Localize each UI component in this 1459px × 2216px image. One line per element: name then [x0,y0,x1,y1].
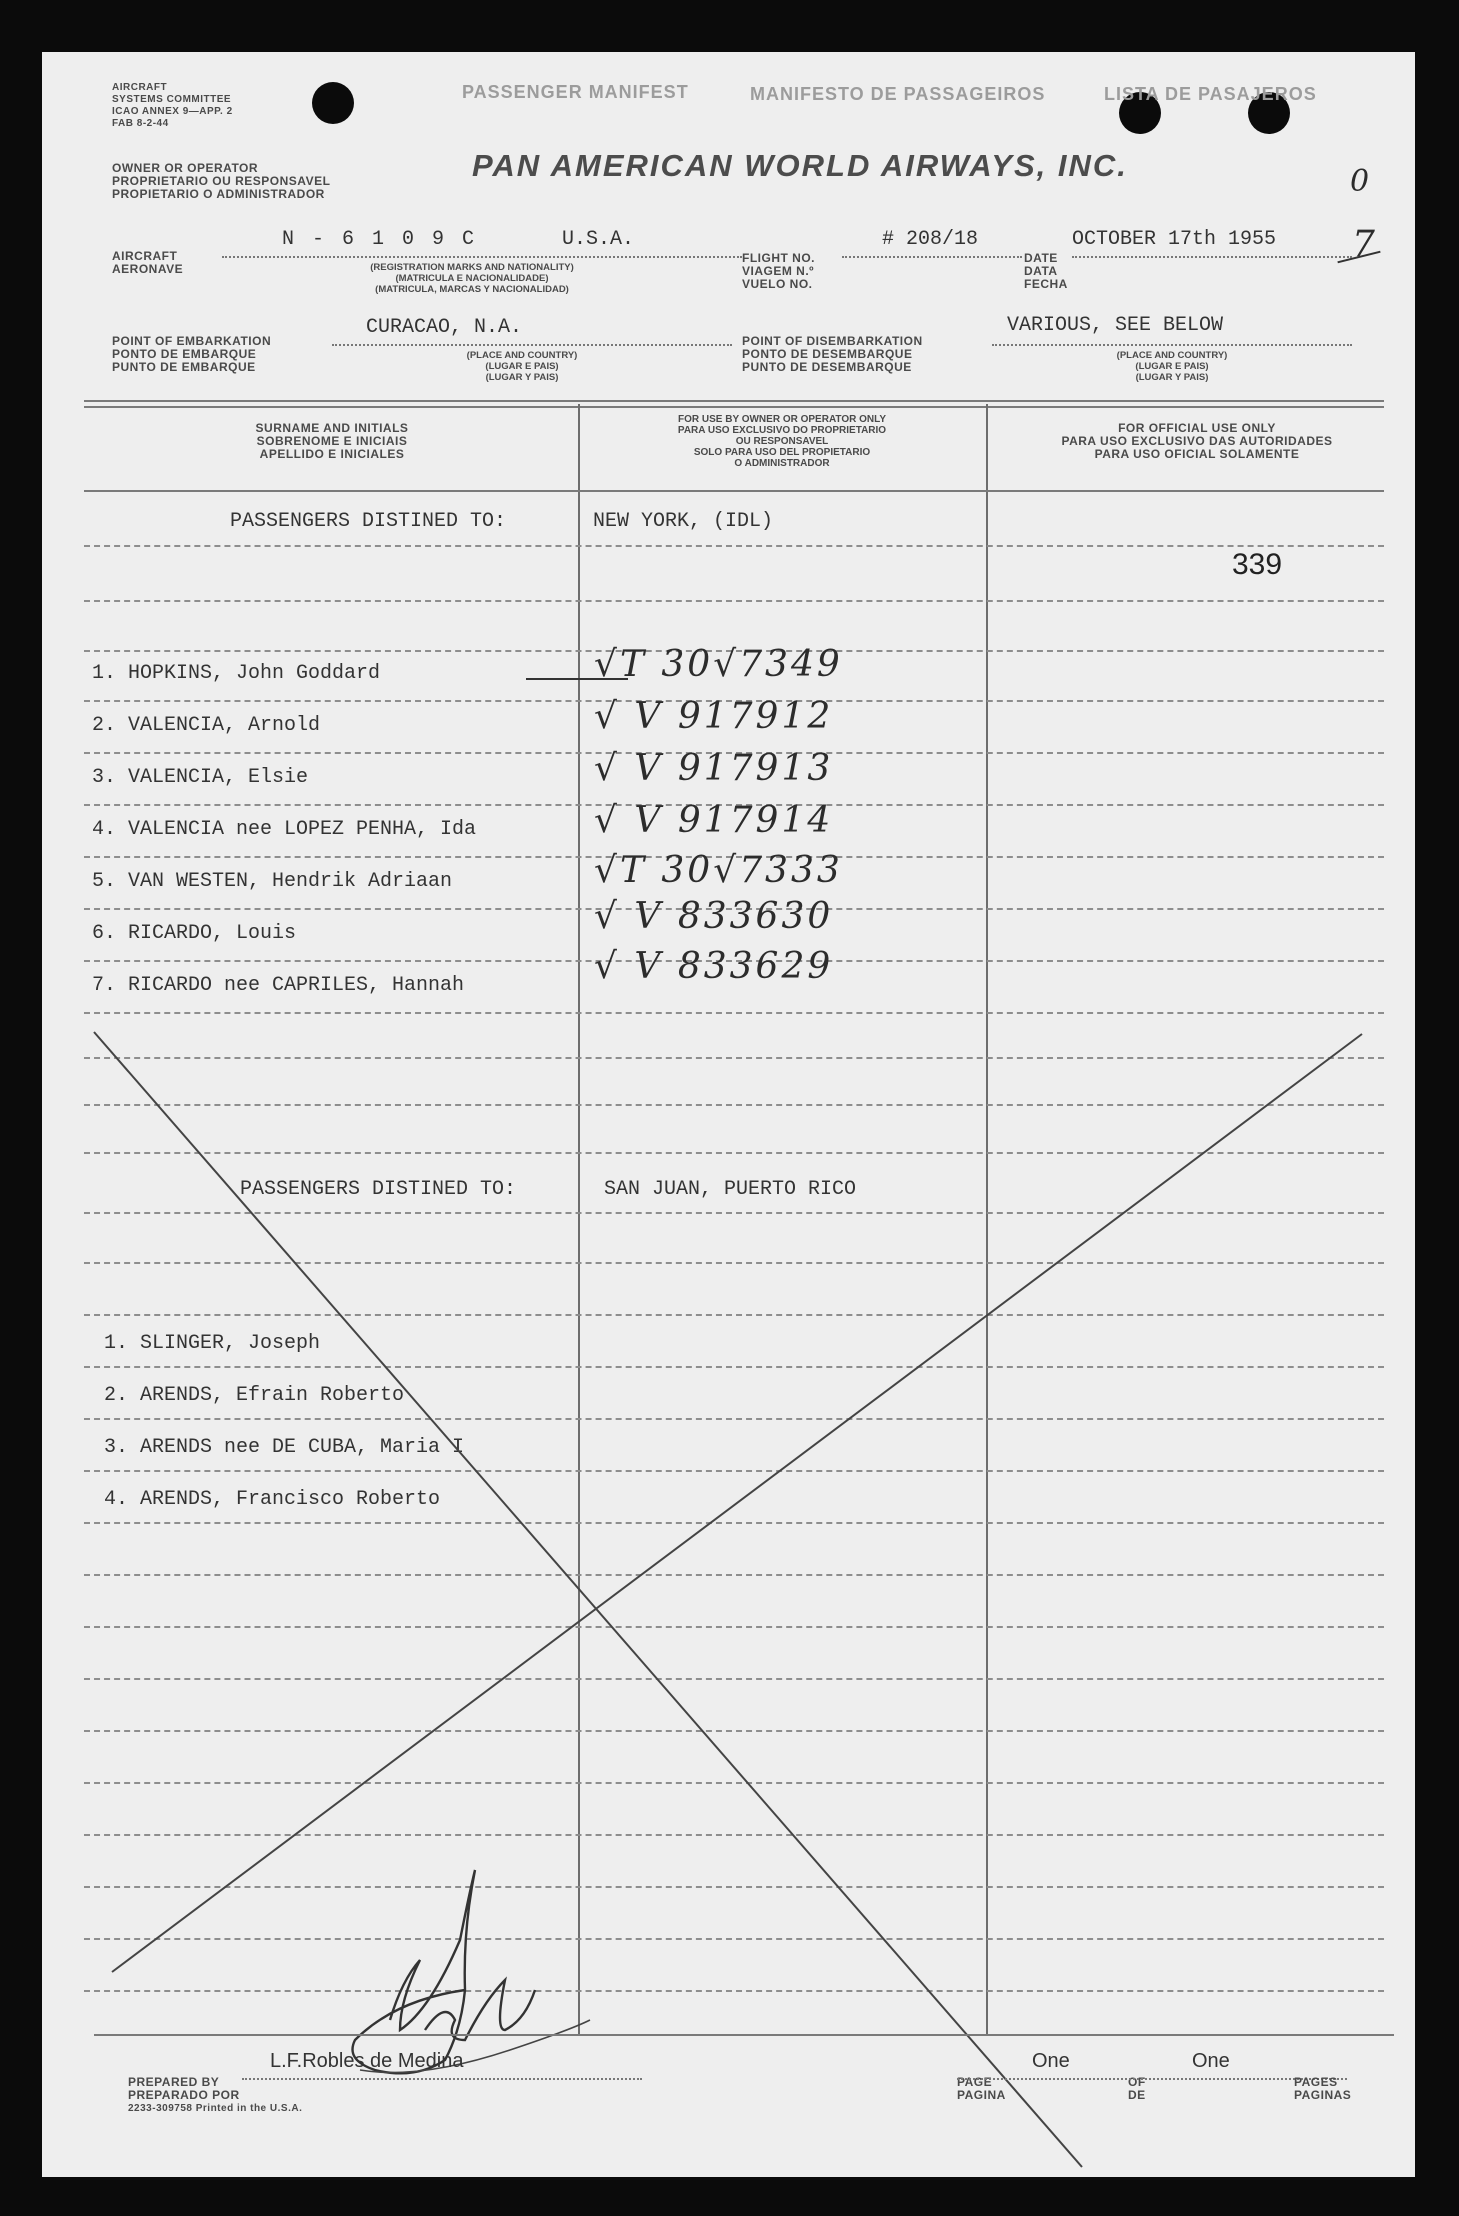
passenger-name: 7. RICARDO nee CAPRILES, Hannah [92,974,465,997]
column-header-line: FOR OFFICIAL USE ONLY [1118,421,1276,435]
handwritten-ticket-number: √ V 833629 [594,946,834,987]
pages-label [1294,2076,1351,2102]
disembarkation-place: VARIOUS, SEE BELOW [1007,314,1224,337]
column-header-line: SURNAME AND INITIALS [255,421,409,435]
embarkation-sublabel-line: (LUGAR Y PAIS) [485,372,559,383]
prepared-by-name: L.F.Robles de Medina [270,2050,464,2072]
handwritten-ticket-number: √T 30√7349 [594,644,843,685]
footer-rule [94,2034,1394,2036]
date-label-pt: DATA [1024,264,1058,278]
pages-line [957,2078,1347,2080]
passenger-name: 3. VALENCIA, Elsie [92,766,309,789]
flight-number: # 208/18 [882,228,979,251]
date-label-en: DATE [1024,251,1058,265]
disembarkation-label-es: PUNTO DE DESEMBARQUE [742,360,912,374]
column-header-line: PARA USO EXCLUSIVO DO PROPRIETARIO [677,425,887,436]
owner-label-en: OWNER OR OPERATOR [112,161,259,175]
prepared-by-label-pt: PREPARADO POR [128,2088,240,2102]
aircraft-nationality: U.S.A. [562,228,635,251]
manifest-sheet [42,52,1415,2177]
passenger-name: 5. VAN WESTEN, Hendrik Adriaan [92,870,453,893]
disembarkation-sublabel-line: (PLACE AND COUNTRY) [1116,350,1228,361]
embarkation-sublabel-line: (PLACE AND COUNTRY) [466,350,578,361]
page-number: One [1032,2050,1070,2072]
date-label-es: FECHA [1024,277,1068,291]
column-header-line: APELLIDO E INICIALES [259,447,405,461]
prepared-by-line [242,2078,642,2080]
regulation-line: SYSTEMS COMMITTEE [112,94,232,105]
group1-destination: NEW YORK, (IDL) [593,510,774,533]
disembarkation-sublabel-line: (LUGAR E PAIS) [1135,361,1209,372]
passenger-name: 6. RICARDO, Louis [92,922,297,945]
prepared-by-label [128,2076,240,2102]
corner-mark-top: 0 [1350,164,1373,199]
form-title-en: PASSENGER MANIFEST [462,82,689,102]
column-header-line: PARA USO EXCLUSIVO DAS AUTORIDADES [1061,434,1333,448]
crossout-and-signature [42,52,1415,2177]
page-label-en: PAGE [957,2075,993,2089]
handwritten-ticket-number: √T 30√7333 [594,850,843,891]
signature-stroke [353,1870,536,2073]
embarkation-label-pt: PONTO DE EMBARQUE [112,347,257,361]
regulation-line: AIRCRAFT [112,82,168,93]
passenger-name: 1. SLINGER, Joseph [104,1332,321,1355]
crossout-line [112,1034,1362,1972]
flight-date: OCTOBER 17th 1955 [1072,228,1277,251]
group1-label: PASSENGERS DISTINED TO: [230,510,507,533]
of-label-pt: DE [1128,2088,1146,2102]
handwritten-ticket-number: √ V 917914 [594,800,834,841]
column-header-line: FOR USE BY OWNER OR OPERATOR ONLY [678,414,886,425]
passenger-name: 2. VALENCIA, Arnold [92,714,321,737]
company-name: PAN AMERICAN WORLD AIRWAYS, INC. [472,148,1128,183]
passenger-name: 2. ARENDS, Efrain Roberto [104,1384,405,1407]
embarkation-label-es: PUNTO DE EMBARQUE [112,360,256,374]
aircraft-sublabel-line: (MATRICULA, MARCAS Y NACIONALIDAD) [375,284,569,295]
passenger-name: 3. ARENDS nee DE CUBA, Maria I [104,1436,465,1459]
aircraft-label-pt: AERONAVE [112,262,184,276]
passenger-name: 4. VALENCIA nee LOPEZ PENHA, Ida [92,818,477,841]
embarkation-label-en: POINT OF EMBARKATION [112,334,272,348]
owner-label-es: PROPIETARIO O ADMINISTRADOR [112,187,325,201]
pages-label-en: PAGES [1294,2075,1338,2089]
flight-label-pt: VIAGEM N.º [742,264,815,278]
column-header-line: PARA USO OFICIAL SOLAMENTE [1094,447,1300,461]
form-title-es: LISTA DE PASAJEROS [1104,84,1317,104]
column-header-line: OU RESPONSAVEL [735,436,829,447]
disembarkation-sublabel-line: (LUGAR Y PAIS) [1135,372,1209,383]
handwritten-ticket-number: √ V 917913 [594,748,834,789]
aircraft-sublabel-line: (MATRICULA E NACIONALIDADE) [395,273,549,284]
handwritten-ticket-number: √ V 833630 [594,896,834,937]
form-title-pt: MANIFESTO DE PASSAGEIROS [750,84,1046,104]
embarkation-place: CURACAO, N.A. [366,316,523,339]
official-number: 339 [1232,548,1283,581]
flight-label-es: VUELO NO. [742,277,813,291]
group2-label: PASSENGERS DISTINED TO: [240,1178,517,1201]
of-label-en: OF [1128,2075,1146,2089]
total-pages: One [1192,2050,1230,2072]
flight-label-en: FLIGHT NO. [742,251,815,265]
owner-label-pt: PROPRIETARIO OU RESPONSAVEL [112,174,331,188]
crossout-line [94,1032,1082,2167]
passenger-name: 1. HOPKINS, John Goddard [92,662,381,685]
aircraft-sublabel-line: (REGISTRATION MARKS AND NATIONALITY) [370,262,574,273]
column-header-line: O ADMINISTRADOR [734,458,830,469]
pages-label-pt: PAGINAS [1294,2088,1352,2102]
regulation-line: ICAO ANNEX 9—APP. 2 [112,106,233,117]
disembarkation-label-en: POINT OF DISEMBARKATION [742,334,923,348]
passenger-name: 4. ARENDS, Francisco Roberto [104,1488,441,1511]
column-header-line: SOBRENOME E INICIAIS [256,434,408,448]
printed-note: 2233-309758 Printed in the U.S.A. [128,2103,303,2114]
embarkation-sublabel-line: (LUGAR E PAIS) [485,361,559,372]
aircraft-label-en: AIRCRAFT [112,249,178,263]
group2-destination: SAN JUAN, PUERTO RICO [604,1178,857,1201]
regulation-line: FAB 8-2-44 [112,118,169,129]
page-label-pt: PAGINA [957,2088,1006,2102]
handwritten-ticket-number: √ V 917912 [594,696,834,737]
prepared-by-label-en: PREPARED BY [128,2075,220,2089]
aircraft-registration: N - 6 1 0 9 C [282,228,478,251]
disembarkation-label-pt: PONTO DE DESEMBARQUE [742,347,913,361]
corner-mark-bottom: 7 [1352,224,1378,265]
column-header-line: SOLO PARA USO DEL PROPIETARIO [693,447,871,458]
